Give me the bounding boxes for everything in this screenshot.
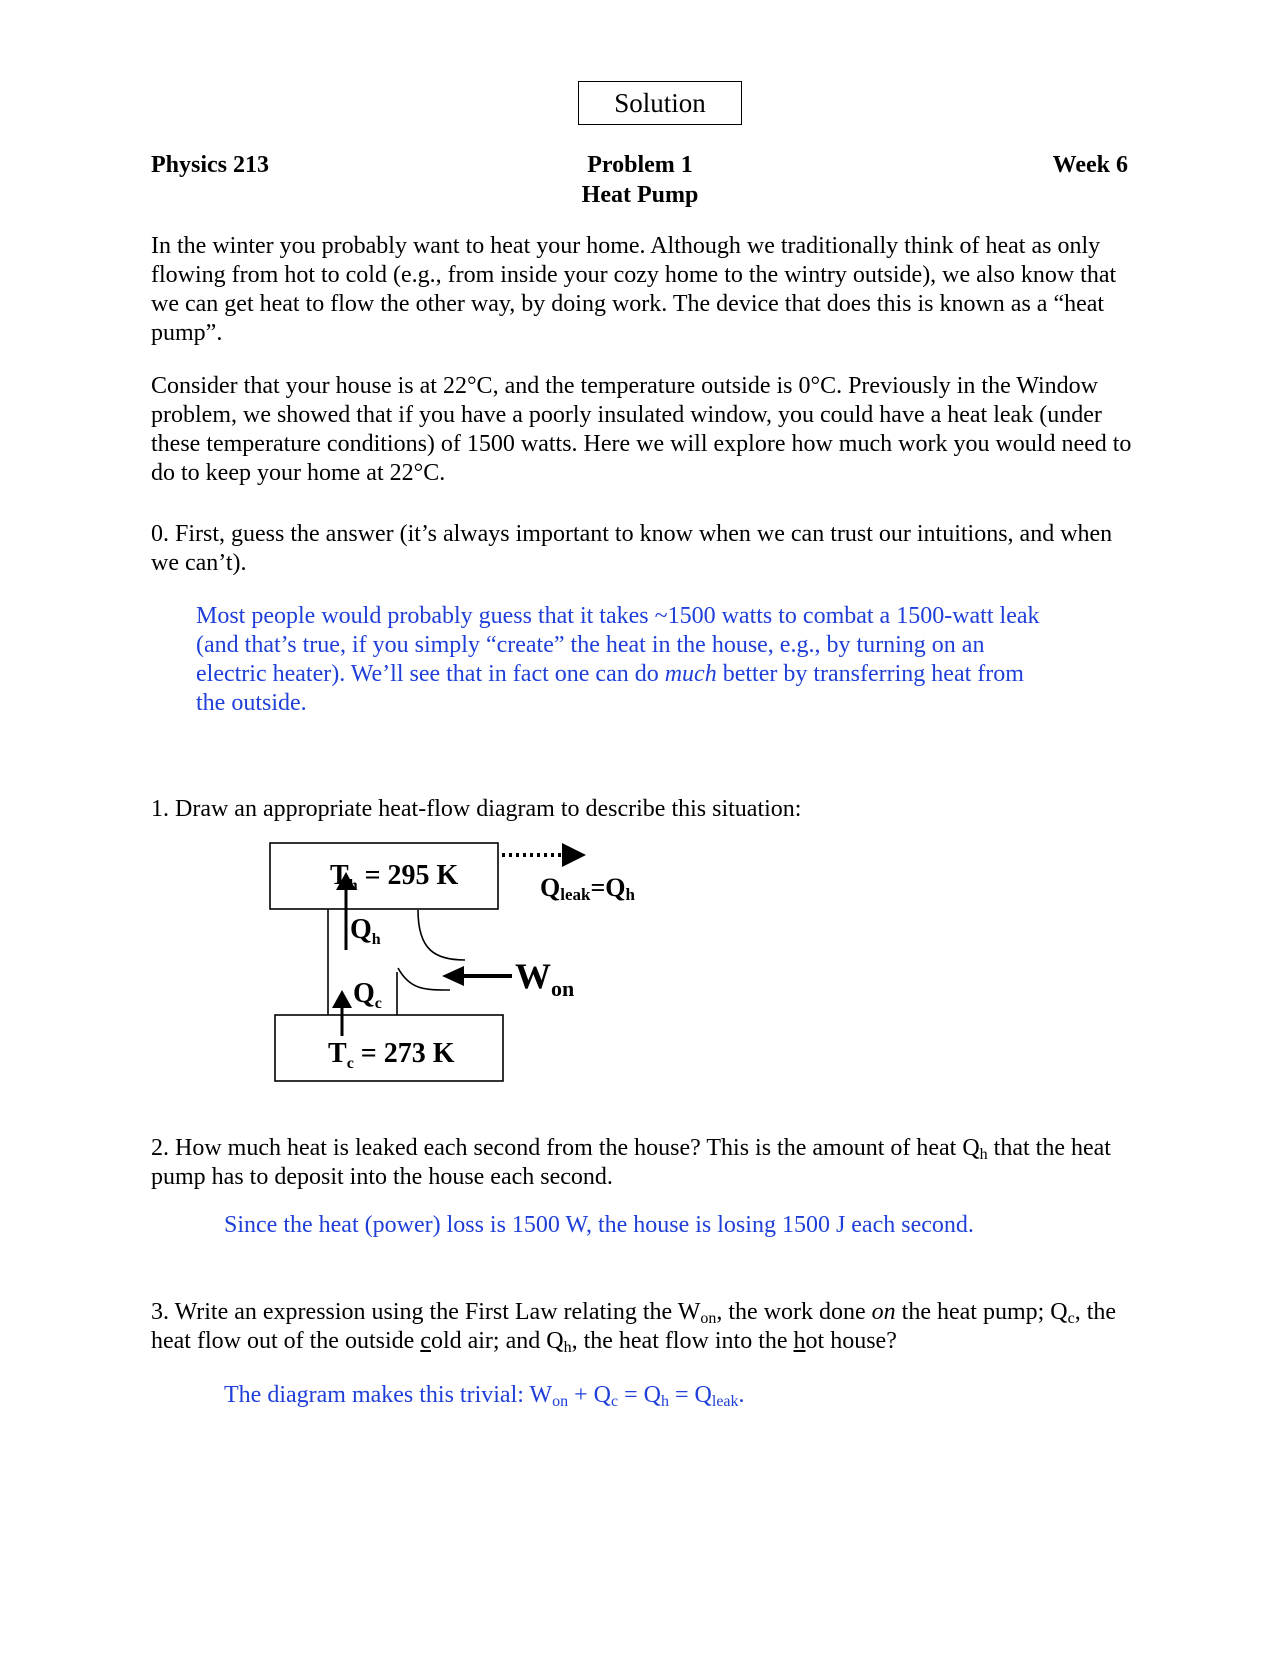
a3-c: = Q [618, 1382, 661, 1408]
qc-arrowhead [332, 990, 352, 1008]
answer-0-text-b: better by transferring heat from the outside. [196, 661, 1024, 716]
a3-a-sub: on [552, 1393, 569, 1410]
work-curve-upper [418, 910, 465, 960]
a3-e: . [738, 1382, 745, 1408]
hot-temp-label: $T_h = 295$ K [330, 860, 459, 894]
answer-2: Since the heat (power) loss is 1500 W, the house is losing 1500 J each second. [224, 1212, 974, 1238]
a3-b: + Q [568, 1382, 612, 1408]
intro-paragraph-1: In the winter you probably want to heat your home. Although we traditionally think of heat as only flowing from hot to cold (e.g., from inside your cozy home to the wintry outside), we also know that we can get heat to flow the other way, by doing work. The device that does this is known as a “heat pump”. [151, 233, 1117, 346]
qc-label: $Q_c$ [353, 978, 382, 1012]
question-0: 0. First, guess the answer (it’s always important to know when we can trust our intuitions, and when we can’t). [151, 521, 1113, 576]
q3-a-sub: on [700, 1310, 717, 1327]
q3-f: , the heat flow into the [571, 1328, 794, 1354]
solution-label: Solution [578, 81, 742, 125]
question-2 [151, 1134, 1141, 1192]
answer-3 [224, 1381, 1124, 1410]
q3-c-sub: c [1067, 1310, 1075, 1327]
q3-d-u: c [420, 1328, 431, 1354]
question-2-sub: h [979, 1146, 988, 1163]
q3-a: 3. Write an expression using the First Law relating the W [151, 1299, 701, 1325]
answer-0 [196, 602, 1056, 718]
problem-title [540, 150, 740, 210]
q3-e: old air; and Q [430, 1328, 564, 1354]
q3-b-em: on [871, 1299, 896, 1325]
question-2-text-a: 2. How much heat is leaked each second from the house? This is the amount of heat Q [151, 1135, 980, 1161]
q3-b: , the work done [716, 1299, 872, 1325]
work-arrowhead [442, 966, 464, 986]
q3-e-sub: h [563, 1339, 572, 1356]
work-label: $W_{on}$ [515, 956, 575, 1001]
course-title: Physics 213 [151, 152, 270, 178]
q3-c: the heat pump; Q [895, 1299, 1068, 1325]
a3-d-sub: leak [711, 1393, 739, 1410]
problem-topic: Heat Pump [581, 182, 699, 208]
answer-0-emphasis: much [664, 661, 717, 687]
answer-0-text-a: Most people would probably guess that it takes ~1500 watts to combat a 1500-watt leak (and that’s true, if you simply “create” the heat in the house, e.g., by turning on an electric heater). We’ll see that in fact one can do [196, 603, 1040, 687]
a3-b-sub: c [611, 1393, 619, 1410]
heat-flow-diagram [250, 840, 690, 1105]
a3-c-sub: h [661, 1393, 669, 1410]
heat-flow-svg [250, 840, 690, 1100]
qleak-label: Qleak=Qh [540, 873, 635, 904]
question-1: 1. Draw an appropriate heat-flow diagram to describe this situation: [151, 796, 802, 822]
q3-f-u: h [793, 1328, 806, 1354]
a3-d: = Q [669, 1382, 712, 1408]
q3-g: ot house? [805, 1328, 897, 1354]
leak-arrowhead [562, 843, 586, 867]
intro-paragraph-2: Consider that your house is at 22°C, and the temperature outside is 0°C. Previously in the Window problem, we showed that if you have a poorly insulated window, you could have a heat leak (under these temperature conditions) of 1500 watts. Here we will explore how much work you would need to do to keep your home at 22°C. [151, 373, 1132, 486]
qh-label: $Q_h$ [350, 914, 381, 948]
work-curve-lower [398, 968, 450, 990]
week-label: Week 6 [1052, 152, 1128, 178]
problem-number: Problem 1 [587, 152, 693, 178]
q3-d: , the heat flow out of the outside [151, 1299, 1117, 1354]
question-2-text-b: that the heat pump has to deposit into the house each second. [151, 1135, 1111, 1190]
cold-temp-label: $T_c = 273$ K [328, 1038, 455, 1072]
question-3 [151, 1298, 1141, 1356]
a3-a: The diagram makes this trivial: W [224, 1382, 553, 1408]
